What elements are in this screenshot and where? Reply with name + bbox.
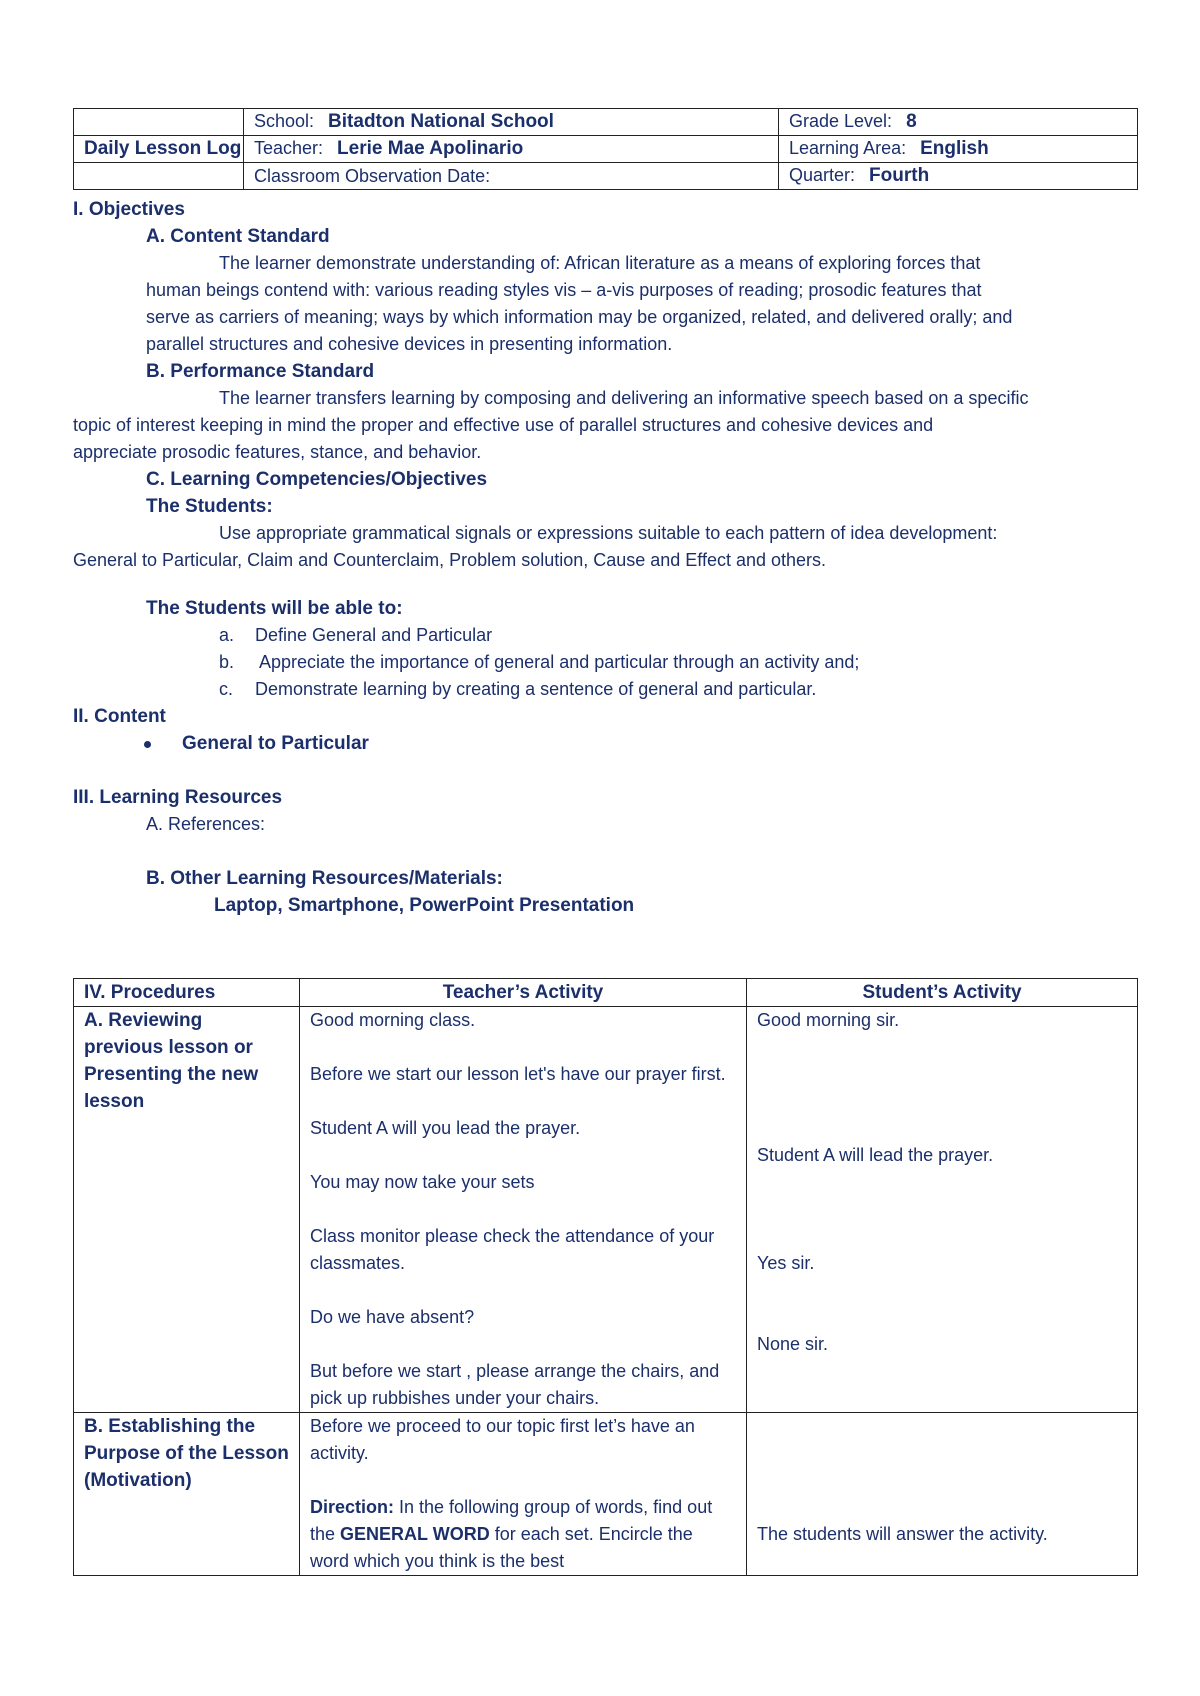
table-header-row bbox=[74, 979, 1138, 1007]
area-label: Learning Area: bbox=[789, 138, 907, 158]
teacher-cell bbox=[244, 136, 779, 163]
performance-standard-line-1: The learner transfers learning by composing and delivering an informative speech based on a specific bbox=[219, 388, 1029, 408]
school-cell bbox=[244, 109, 779, 136]
header-cell-empty-3 bbox=[74, 163, 244, 190]
header-table bbox=[73, 108, 1138, 190]
phase-b-line: B. Establishing the bbox=[84, 1416, 256, 1437]
competency-line-2: General to Particular, Claim and Counterclaim, Problem solution, Cause and Effect and others. bbox=[73, 550, 827, 570]
list-item bbox=[219, 622, 859, 649]
teacher-line: But before we start , please arrange the chairs, and pick up rubbishes under your chairs. bbox=[310, 1361, 720, 1408]
student-column-header: Student’s Activity bbox=[747, 979, 1138, 1007]
teacher-column-header: Teacher’s Activity bbox=[300, 979, 747, 1007]
competencies-heading: C. Learning Competencies/Objectives bbox=[146, 469, 488, 490]
performance-standard-line-2: topic of interest keeping in mind the proper and effective use of parallel structures and cohesive devices and bbox=[73, 415, 934, 435]
teacher-line: Good morning class. bbox=[310, 1010, 476, 1030]
area-value: English bbox=[920, 138, 989, 159]
performance-standard-line-3: appreciate prosodic features, stance, and behavior. bbox=[73, 442, 482, 462]
grade-cell bbox=[779, 109, 1138, 136]
phase-a-line: lesson bbox=[84, 1091, 145, 1112]
direction-paragraph bbox=[310, 1494, 736, 1575]
direction-text: for each set. Encircle the word which you think is the best bbox=[310, 1524, 693, 1571]
procedures-column-header: IV. Procedures bbox=[74, 979, 300, 1007]
performance-standard-heading: B. Performance Standard bbox=[146, 361, 375, 382]
direction-label: Direction: bbox=[310, 1497, 395, 1517]
quarter-value: Fourth bbox=[869, 165, 930, 186]
other-resources-items: Laptop, Smartphone, PowerPoint Presentation bbox=[214, 895, 635, 916]
list-marker: c. bbox=[219, 679, 234, 699]
teacher-line: Class monitor please check the attendance of your classmates. bbox=[310, 1226, 715, 1273]
phase-b-line: Purpose of the Lesson bbox=[84, 1443, 289, 1464]
list-marker: a. bbox=[219, 625, 235, 645]
content-standard-line-2: human beings contend with: various reading styles vis – a-vis purposes of reading; prosodic features that bbox=[146, 280, 982, 300]
direction-emphasis: GENERAL WORD bbox=[340, 1524, 490, 1544]
document-title: Daily Lesson Log bbox=[84, 138, 242, 159]
list-text: Demonstrate learning by creating a sentence of general and particular. bbox=[255, 679, 817, 699]
content-topic: General to Particular bbox=[182, 733, 369, 754]
quarter-label: Quarter: bbox=[789, 165, 856, 185]
list-marker: b. bbox=[219, 652, 235, 672]
teacher-line: Student A will you lead the prayer. bbox=[310, 1118, 581, 1138]
phase-a-line: previous lesson or bbox=[84, 1037, 253, 1058]
students-heading: The Students: bbox=[146, 496, 273, 517]
content-standard-line-4: parallel structures and cohesive devices in presenting information. bbox=[146, 334, 673, 354]
teacher-line: Do we have absent? bbox=[310, 1307, 475, 1327]
phase-cell-a bbox=[74, 1007, 300, 1413]
student-line: None sir. bbox=[757, 1334, 829, 1354]
grade-value: 8 bbox=[906, 111, 917, 132]
content-heading: II. Content bbox=[73, 706, 166, 727]
phase-a-line: A. Reviewing bbox=[84, 1010, 203, 1031]
references-label: A. References: bbox=[146, 814, 266, 834]
school-label: School: bbox=[254, 111, 315, 131]
quarter-cell bbox=[779, 163, 1138, 190]
procedures-table bbox=[73, 978, 1138, 1576]
header-cell-empty-1 bbox=[74, 109, 244, 136]
content-standard-line-3: serve as carriers of meaning; ways by which information may be organized, related, and delivered orally; and bbox=[146, 307, 1013, 327]
list-item bbox=[219, 649, 859, 676]
teacher-line: Before we proceed to our topic first let’s have an activity. bbox=[310, 1416, 695, 1463]
school-value: Bitadton National School bbox=[328, 111, 554, 132]
resources-heading: III. Learning Resources bbox=[73, 787, 283, 808]
list-item bbox=[219, 676, 859, 703]
direction-text: In the following group of words, find out the bbox=[310, 1497, 713, 1544]
teacher-cell-a bbox=[300, 1007, 747, 1413]
student-cell-b bbox=[747, 1413, 1138, 1576]
teacher-cell-b bbox=[300, 1413, 747, 1576]
content-standard-line-1: The learner demonstrate understanding of: African literature as a means of exploring forces that bbox=[219, 253, 981, 273]
observation-label: Classroom Observation Date: bbox=[254, 165, 491, 186]
competency-line-1: Use appropriate grammatical signals or expressions suitable to each pattern of idea development: bbox=[219, 523, 998, 543]
phase-b-line: (Motivation) bbox=[84, 1470, 192, 1491]
area-cell bbox=[779, 136, 1138, 163]
other-resources-heading: B. Other Learning Resources/Materials: bbox=[146, 868, 503, 889]
objectives-heading: I. Objectives bbox=[73, 199, 185, 220]
teacher-line: Before we start our lesson let's have our prayer first. bbox=[310, 1064, 726, 1084]
phase-cell-b bbox=[74, 1413, 300, 1576]
grade-label: Grade Level: bbox=[789, 111, 893, 131]
teacher-value: Lerie Mae Apolinario bbox=[337, 138, 524, 159]
content-standard-heading: A. Content Standard bbox=[146, 226, 330, 247]
student-line: Student A will lead the prayer. bbox=[757, 1145, 994, 1165]
teacher-line: You may now take your sets bbox=[310, 1172, 535, 1192]
student-line: Good morning sir. bbox=[757, 1010, 900, 1030]
student-line: The students will answer the activity. bbox=[757, 1524, 1048, 1544]
table-row bbox=[74, 1413, 1138, 1576]
list-text: Appreciate the importance of general and particular through an activity and; bbox=[255, 652, 860, 672]
student-line: Yes sir. bbox=[757, 1253, 815, 1273]
teacher-label: Teacher: bbox=[254, 138, 324, 158]
phase-a-line: Presenting the new bbox=[84, 1064, 259, 1085]
student-cell-a bbox=[747, 1007, 1138, 1413]
list-text: Define General and Particular bbox=[255, 625, 493, 645]
observation-cell bbox=[244, 163, 779, 190]
title-cell bbox=[74, 136, 244, 163]
able-heading: The Students will be able to: bbox=[146, 598, 403, 619]
objectives-list bbox=[219, 622, 859, 703]
bullet-dot-icon bbox=[144, 741, 151, 748]
table-row bbox=[74, 1007, 1138, 1413]
